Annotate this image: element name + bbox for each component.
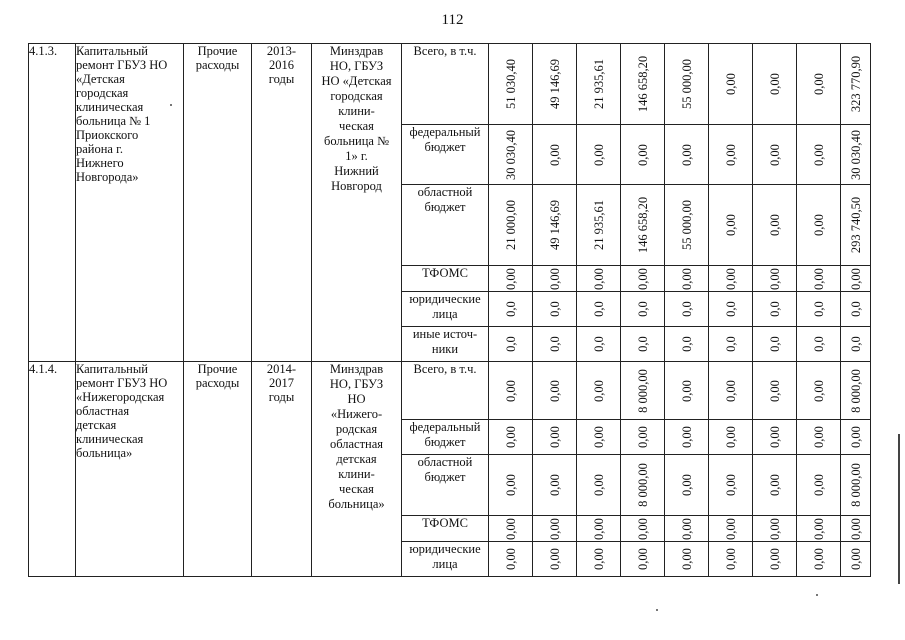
value-text: 0,00 [723,267,738,290]
value-cell [665,44,709,125]
value-text: 0,00 [848,267,863,290]
scan-speck [170,104,172,106]
value-cell [753,185,797,266]
value-text: 0,0 [811,336,826,352]
value-cell [621,266,665,292]
text-line: иные источ- [412,327,478,341]
value-text: 0,00 [811,426,826,448]
value-text: 0,00 [767,548,782,570]
value-cell [533,420,577,455]
value-cell [489,455,533,516]
text-line: больница № [323,134,390,148]
item-name [76,362,184,577]
value-cell [665,516,709,542]
value-cell [841,455,871,516]
funding-source [402,44,489,125]
value-text: 0,0 [635,336,650,352]
value-text: 49 146,69 [547,59,562,109]
text-line: больница» [76,446,133,460]
value-cell [665,327,709,362]
value-cell [577,362,621,420]
text-line: ТФОМС [422,516,468,530]
value-cell [577,542,621,577]
text-line: ники [431,342,459,356]
scan-margin-mark [898,434,900,584]
value-cell [797,420,841,455]
value-text: 0,00 [503,548,518,570]
value-cell [665,362,709,420]
value-text: 323 770,90 [848,55,863,113]
item-code: 4.1.4. [29,362,76,577]
value-cell [709,125,753,185]
text-line: областной [417,455,473,469]
value-text: 0,00 [811,517,826,540]
value-cell [621,44,665,125]
value-cell [533,362,577,420]
value-text: 0,00 [503,474,518,496]
text-line: городская [76,86,129,100]
value-text: 0,00 [635,517,650,540]
value-cell [841,327,871,362]
value-text: 0,0 [811,301,826,317]
value-cell [709,420,753,455]
value-cell [533,292,577,327]
value-cell [489,362,533,420]
value-text: 0,00 [767,474,782,496]
value-cell [489,44,533,125]
value-text: 0,0 [547,336,562,352]
value-cell [797,266,841,292]
value-text: 0,00 [591,548,606,570]
value-text: 0,00 [503,426,518,448]
value-text: 0,00 [503,379,518,402]
value-cell [533,455,577,516]
value-cell [489,125,533,185]
value-cell [841,44,871,125]
text-line: городская [330,89,383,103]
text-line: ремонт ГБУЗ НО [76,376,168,390]
value-cell [489,266,533,292]
value-text: 0,00 [679,426,694,448]
value-cell [841,292,871,327]
item-code: 4.1.3. [29,44,76,362]
value-cell [753,362,797,420]
text-line: Новгорода» [76,170,139,184]
value-text: 0,0 [723,336,738,352]
value-cell [665,266,709,292]
text-line: федеральный [409,125,481,139]
value-text: 51 030,40 [503,59,518,109]
value-cell [753,327,797,362]
value-cell [753,266,797,292]
value-text: 0,00 [811,474,826,496]
value-cell [797,455,841,516]
text-line: бюджет [424,140,466,154]
value-cell [665,125,709,185]
value-cell [753,420,797,455]
value-text: 0,00 [767,143,782,166]
value-cell [577,185,621,266]
value-cell [753,125,797,185]
value-cell [709,292,753,327]
value-text: 0,00 [723,474,738,496]
value-text: 8 000,00 [848,368,863,413]
value-text: 0,00 [723,73,738,95]
value-text: 0,00 [811,214,826,236]
value-cell [489,292,533,327]
value-cell [797,44,841,125]
value-cell [797,542,841,577]
value-cell [577,44,621,125]
value-text: 0,00 [547,426,562,448]
value-cell [841,266,871,292]
value-text: 0,00 [723,214,738,236]
value-text: 0,00 [723,426,738,448]
scan-speck [816,594,818,596]
value-cell [753,516,797,542]
value-text: 8 000,00 [848,463,863,507]
value-text: 21 935,61 [591,59,606,109]
value-cell [621,455,665,516]
value-text: 0,00 [811,267,826,290]
value-text: 0,0 [503,301,518,317]
value-cell [533,327,577,362]
value-text: 0,0 [767,301,782,317]
value-text: 8 000,00 [635,463,650,507]
table-row [29,44,871,125]
value-cell [665,185,709,266]
text-line: расходы [195,58,240,72]
value-cell [533,542,577,577]
text-line: Прочие [197,362,238,376]
value-text: 0,00 [547,143,562,166]
value-cell [665,542,709,577]
text-line: 2014- [266,362,297,376]
value-cell [489,516,533,542]
value-cell [577,516,621,542]
value-text: 0,00 [635,267,650,290]
text-line: района г. [76,142,123,156]
value-cell [621,362,665,420]
text-line: НО, ГБУЗ [329,59,384,73]
text-line: 2013- [266,44,297,58]
text-line: Капитальный [76,362,148,376]
value-text: 0,0 [723,301,738,317]
value-text: 0,00 [767,517,782,540]
value-text: 0,00 [811,73,826,95]
value-text: 0,00 [547,267,562,290]
value-text: 0,00 [811,548,826,570]
value-cell [621,516,665,542]
funding-source [402,185,489,266]
value-cell [753,542,797,577]
text-line: НО «Детская [321,74,392,88]
item-name [76,44,184,362]
text-line: НО [347,392,366,406]
text-line: НО, ГБУЗ [329,377,384,391]
value-cell [841,185,871,266]
value-text: 0,0 [547,301,562,317]
value-text: 0,00 [848,517,863,540]
value-cell [709,542,753,577]
value-text: 0,0 [679,336,694,352]
value-text: 0,00 [503,517,518,540]
text-line: «Нижегородская [76,390,165,404]
text-line: ТФОМС [422,266,468,280]
text-line: Капитальный [76,44,148,58]
value-text: 0,0 [635,301,650,317]
value-cell [621,420,665,455]
funding-source [402,292,489,327]
value-text: 0,00 [723,517,738,540]
value-text: 146 658,20 [635,196,650,254]
value-text: 0,00 [767,426,782,448]
value-text: 0,00 [848,548,863,570]
text-line: юридические [409,292,481,306]
value-text: 0,00 [635,548,650,570]
text-line: Новгород [331,179,382,193]
text-line: Всего, в т.ч. [413,44,477,58]
value-cell [489,542,533,577]
budget-table [28,43,871,577]
value-cell [533,185,577,266]
funding-source [402,125,489,185]
text-line: федеральный [409,420,481,434]
value-cell [489,420,533,455]
text-line: Прочие [197,44,238,58]
value-cell [577,327,621,362]
value-text: 0,00 [503,267,518,290]
value-text: 55 000,00 [679,59,694,109]
value-cell [841,125,871,185]
executor [312,362,402,577]
value-text: 30 030,40 [503,129,518,180]
text-line: бюджет [424,200,466,214]
value-cell [577,420,621,455]
text-line: клиническая [76,432,144,446]
text-line: клини- [338,467,375,481]
value-text: 0,00 [723,548,738,570]
text-line: областная [329,437,384,451]
value-text: 0,00 [547,548,562,570]
value-cell [797,125,841,185]
value-cell [489,185,533,266]
value-cell [621,327,665,362]
value-cell [577,455,621,516]
value-text: 0,00 [547,517,562,540]
value-text: 0,00 [635,143,650,166]
text-line: годы [268,72,295,86]
value-text: 0,0 [591,301,606,317]
text-line: лица [432,307,458,321]
value-text: 146 658,20 [635,55,650,113]
value-text: 0,00 [811,379,826,402]
value-text: 0,00 [679,267,694,290]
value-text: 0,00 [591,426,606,448]
value-text: 21 000,00 [503,200,518,250]
text-line: больница № 1 [76,114,151,128]
value-text: 0,0 [848,336,863,352]
value-cell [709,266,753,292]
value-cell [577,125,621,185]
funding-source [402,516,489,542]
text-line: Минздрав [329,362,384,376]
value-cell [841,542,871,577]
value-text: 55 000,00 [679,200,694,250]
executor [312,44,402,362]
text-line: бюджет [424,470,466,484]
value-cell [665,420,709,455]
text-line: 2017 [269,376,294,390]
text-line: Всего, в т.ч. [413,362,477,376]
value-text: 0,00 [679,548,694,570]
funding-source [402,362,489,420]
page-number: 112 [441,12,464,28]
value-cell [797,185,841,266]
value-cell [841,362,871,420]
value-text: 0,00 [591,474,606,496]
value-text: 0,00 [767,379,782,402]
value-cell [753,455,797,516]
value-cell [709,44,753,125]
value-cell [489,327,533,362]
funding-source [402,420,489,455]
text-line: расходы [195,376,240,390]
value-cell [797,292,841,327]
value-text: 0,00 [547,474,562,496]
text-line: детская [336,452,377,466]
value-cell [797,516,841,542]
value-text: 0,00 [811,143,826,166]
value-text: 0,00 [767,267,782,290]
value-cell [665,455,709,516]
text-line: 1» г. [345,149,368,163]
value-text: 0,0 [503,336,518,352]
text-line: лица [432,557,458,571]
text-line: «Детская [76,72,125,86]
expense-type [184,362,252,577]
value-cell [797,362,841,420]
value-cell [621,185,665,266]
value-text: 0,00 [679,143,694,166]
text-line: годы [268,390,295,404]
text-line: бюджет [424,435,466,449]
value-cell [709,327,753,362]
text-line: областной [417,185,473,199]
value-text: 0,00 [591,267,606,290]
value-cell [533,266,577,292]
text-line: Приокского [76,128,139,142]
table-row [29,362,871,420]
value-text: 0,00 [591,143,606,166]
value-text: 0,0 [591,336,606,352]
value-text: 0,00 [679,517,694,540]
text-line: Нижний [334,164,379,178]
value-text: 0,00 [635,426,650,448]
value-cell [621,542,665,577]
value-cell [709,185,753,266]
text-line: областная [76,404,130,418]
text-line: «Нижего- [330,407,383,421]
value-cell [533,125,577,185]
value-cell [533,516,577,542]
value-text: 0,00 [767,73,782,95]
value-text: 0,00 [591,517,606,540]
value-text: 8 000,00 [635,368,650,413]
text-line: Минздрав [329,44,384,58]
text-line: ческая [339,119,374,133]
value-cell [621,125,665,185]
value-cell [753,44,797,125]
value-cell [709,455,753,516]
text-line: 2016 [269,58,294,72]
value-text: 21 935,61 [591,200,606,250]
value-text: 0,0 [767,336,782,352]
value-text: 0,00 [723,143,738,166]
value-text: 0,00 [767,214,782,236]
value-text: 49 146,69 [547,200,562,250]
value-text: 0,00 [723,379,738,402]
value-text: 0,00 [591,379,606,402]
funding-source [402,327,489,362]
value-text: 293 740,50 [848,196,863,254]
value-cell [797,327,841,362]
value-cell [577,266,621,292]
value-cell [709,516,753,542]
value-text: 30 030,40 [848,129,863,180]
value-cell [841,516,871,542]
text-line: Нижнего [76,156,124,170]
value-cell [533,44,577,125]
value-cell [709,362,753,420]
value-text: 0,0 [848,301,863,317]
expense-type [184,44,252,362]
text-line: ремонт ГБУЗ НО [76,58,168,72]
text-line: родская [335,422,378,436]
value-text: 0,00 [547,379,562,402]
value-cell [665,292,709,327]
text-line: больница» [328,497,385,511]
text-line: ческая [339,482,374,496]
period [252,44,312,362]
value-text: 0,0 [679,301,694,317]
text-line: клини- [338,104,375,118]
funding-source [402,455,489,516]
funding-source [402,542,489,577]
value-cell [621,292,665,327]
scan-speck [656,609,658,611]
value-cell [753,292,797,327]
value-cell [577,292,621,327]
funding-source [402,266,489,292]
value-text: 0,00 [679,379,694,402]
value-text: 0,00 [679,474,694,496]
text-line: клиническая [76,100,144,114]
text-line: юридические [409,542,481,556]
text-line: детская [76,418,117,432]
value-cell [841,420,871,455]
value-text: 0,00 [848,426,863,448]
period [252,362,312,577]
